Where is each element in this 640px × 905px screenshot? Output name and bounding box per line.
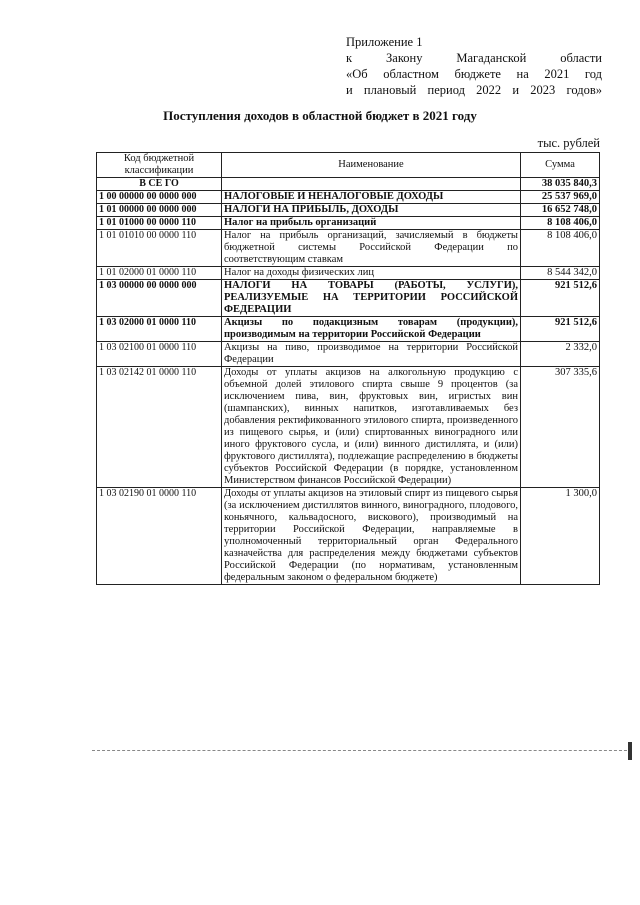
row-code: 1 03 02190 01 0000 110	[97, 488, 222, 585]
row-code: 1 03 00000 00 0000 000	[97, 280, 222, 317]
table-row	[97, 280, 600, 317]
table-row	[97, 204, 600, 217]
row-code: В СЕ ГО	[97, 178, 222, 191]
row-sum: 8 108 406,0	[521, 230, 600, 267]
appendix-line-3: «Об областном бюджете на 2021 год	[346, 67, 602, 81]
table-row	[97, 317, 600, 342]
row-name	[222, 178, 521, 191]
table-row	[97, 267, 600, 280]
row-sum: 2 332,0	[521, 342, 600, 367]
header-sum: Сумма	[521, 153, 600, 178]
header-code: Код бюджетной классификации	[97, 153, 222, 178]
revenue-table	[96, 152, 600, 585]
row-sum: 25 537 969,0	[521, 191, 600, 204]
row-sum: 38 035 840,3	[521, 178, 600, 191]
table-row	[97, 230, 600, 267]
row-sum: 921 512,6	[521, 317, 600, 342]
document-title: Поступления доходов в областной бюджет в 2021 году	[163, 108, 477, 123]
row-name: НАЛОГИ НА ПРИБЫЛЬ, ДОХОДЫ	[222, 204, 521, 217]
row-name: Налог на прибыль организаций	[222, 217, 521, 230]
header-name: Наименование	[222, 153, 521, 178]
appendix-line-1: Приложение 1	[346, 35, 423, 49]
row-name: Акцизы на пиво, производимое на территории Российской Федерации	[222, 342, 521, 367]
row-name: Доходы от уплаты акцизов на алкогольную продукцию с объемной долей этилового спирта свыше 9 процентов (за исключением пива, вин, фруктовых вин, игристых вин (шампанских), винных напитков, изготавливаемых без добавления ректификованного этилового спирта, произведенного из пищевого сырья, и (или) спиртованных виноградного или иного фруктового сусла, и (или) винного дистиллята, и (или) фруктового дистиллята), подлежащие распределению в бюджеты субъектов Российской Федерации (в порядке, установленном Министерством финансов Российской Федерации)	[222, 367, 521, 488]
table-row	[97, 367, 600, 488]
row-code: 1 03 02100 01 0000 110	[97, 342, 222, 367]
row-name: НАЛОГОВЫЕ И НЕНАЛОГОВЫЕ ДОХОДЫ	[222, 191, 521, 204]
row-sum: 307 335,6	[521, 367, 600, 488]
page-divider	[92, 750, 632, 751]
table-row-total	[97, 178, 600, 191]
appendix-header	[346, 34, 602, 98]
row-sum: 8 108 406,0	[521, 217, 600, 230]
table-header-row	[97, 153, 600, 178]
row-name: НАЛОГИ НА ТОВАРЫ (РАБОТЫ, УСЛУГИ), РЕАЛИЗУЕМЫЕ НА ТЕРРИТОРИИ РОССИЙСКОЙ ФЕДЕРАЦИИ	[222, 280, 521, 317]
row-name: Доходы от уплаты акцизов на этиловый спирт из пищевого сырья (за исключением дистиллятов винного, виноградного, плодового, коньячного, кальвадосного, вискового), производимый на территории Российской Федерации, направляемые в уполномоченный территориальный орган Федерального казначейства для распределения между бюджетами субъектов Российской Федерации (по нормативам, установленным федеральным законом о федеральном бюджете)	[222, 488, 521, 585]
table-row	[97, 488, 600, 585]
row-code: 1 03 02142 01 0000 110	[97, 367, 222, 488]
table-row	[97, 217, 600, 230]
appendix-line-4: и плановый период 2022 и 2023 годов»	[346, 83, 602, 97]
row-code: 1 01 02000 01 0000 110	[97, 267, 222, 280]
table-row	[97, 342, 600, 367]
appendix-line-2: к Закону Магаданской области	[346, 51, 602, 65]
row-name: Налог на прибыль организаций, зачисляемый в бюджеты бюджетной системы Российской Федерации по соответствующим ставкам	[222, 230, 521, 267]
row-code: 1 01 01010 00 0000 110	[97, 230, 222, 267]
row-code: 1 00 00000 00 0000 000	[97, 191, 222, 204]
units-label: тыс. рублей	[537, 136, 600, 150]
row-code: 1 03 02000 01 0000 110	[97, 317, 222, 342]
row-name: Налог на доходы физических лиц	[222, 267, 521, 280]
table-row	[97, 191, 600, 204]
row-code: 1 01 01000 00 0000 110	[97, 217, 222, 230]
scan-edge-mark	[628, 742, 632, 760]
row-sum: 16 652 748,0	[521, 204, 600, 217]
row-code: 1 01 00000 00 0000 000	[97, 204, 222, 217]
row-sum: 921 512,6	[521, 280, 600, 317]
row-sum: 1 300,0	[521, 488, 600, 585]
row-sum: 8 544 342,0	[521, 267, 600, 280]
row-name: Акцизы по подакцизным товарам (продукции), производимым на территории Российской Федерации	[222, 317, 521, 342]
